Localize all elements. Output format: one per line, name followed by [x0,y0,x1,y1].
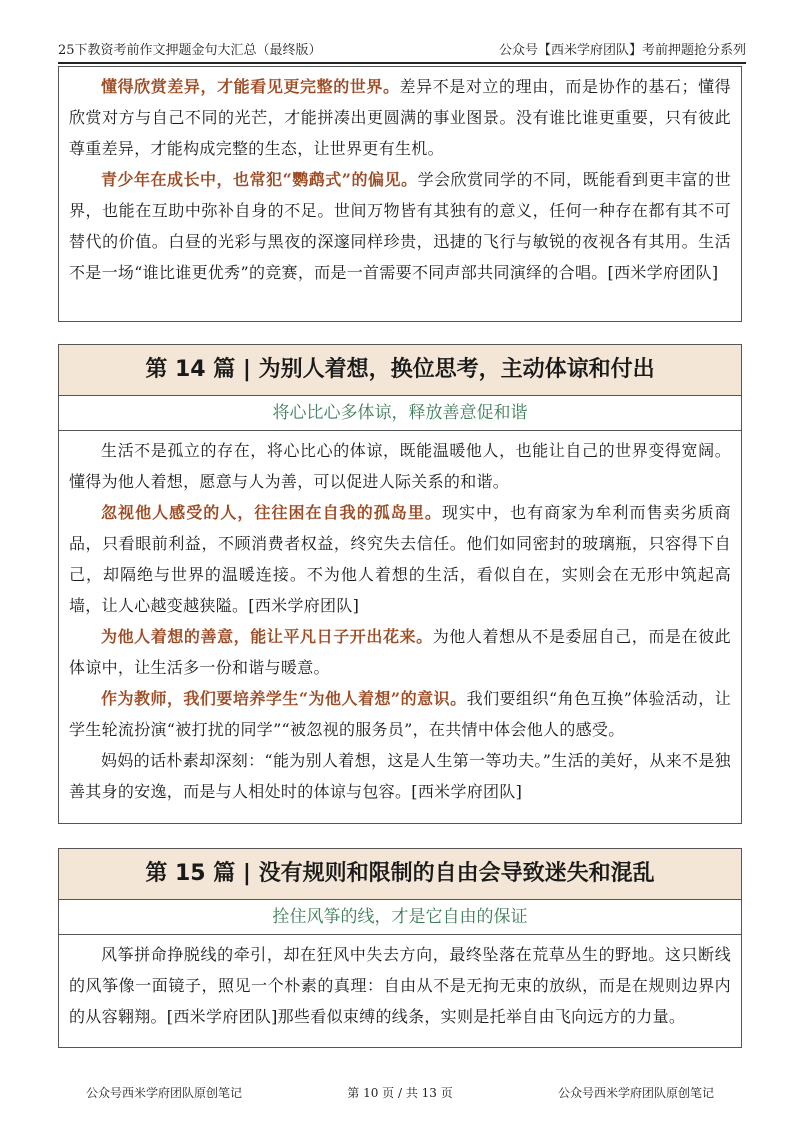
paragraph [69,435,731,497]
paragraph [69,939,731,1032]
section-15-box [58,848,742,1048]
paragraph-text: 妈妈的话朴素却深刻：“能为别人着想，这是人生第一等功夫。”生活的美好，从来不是独善其身的安逸，而是与人相处时的体谅与包容。[西米学府团队] [69,751,731,801]
header-left-title: 25下教资考前作文押题金句大汇总（最终版） [58,43,322,58]
header-right-title: 公众号【西米学府团队】考前押题抢分系列 [498,43,746,58]
section-top-box [58,66,742,322]
paragraph [69,621,731,683]
paragraph-text: 生活不是孤立的存在，将心比心的体谅，既能温暖他人，也能让自己的世界变得宽阔。懂得为他人着想，愿意与人为善，可以促进人际关系的和谐。 [69,441,731,491]
paragraph [69,745,731,807]
section-top-content [59,67,741,294]
page-footer [86,1084,714,1101]
page-header [58,26,746,64]
paragraph [69,497,731,621]
paragraph-text: 我们要组织“角色互换”体验活动，让学生轮流扮演“被打扰的同学”“被忽视的服务员”，在共情中体会他人的感受。 [69,689,731,739]
paragraph-text: 差异不是对立的理由，而是协作的基石；懂得欣赏对方与自己不同的光芒，才能拼凑出更圆满的事业图景。没有谁比谁更重要，只有彼此尊重差异，才能构成完整的生态，让世界更有生机。 [69,77,731,158]
highlight-sentence: 青少年在成长中，也常犯“鹦鹉式”的偏见。 [101,170,418,189]
section-14-box [58,344,742,824]
section-14-subtitle: 将心比心多体谅，释放善意促和谐 [59,396,741,431]
section-15-content [59,935,741,1038]
footer-right: 公众号西米学府团队原创笔记 [557,1086,714,1100]
highlight-sentence: 为他人着想的善意，能让平凡日子开出花来。 [101,627,433,646]
paragraph [69,683,731,745]
paragraph-text: 风筝拼命挣脱线的牵引，却在狂风中失去方向，最终坠落在荒草丛生的野地。这只断线的风筝像一面镜子，照见一个朴素的真理：自由从不是无拘无束的放纵，而是在规则边界内的从容翱翔。[西米学府团队]那些看似束缚的线条，实则是托举自由飞向远方的力量。 [69,945,731,1026]
section-14-content [59,431,741,813]
highlight-sentence: 作为教师，我们要培养学生“为他人着想”的意识。 [101,689,467,708]
paragraph [69,164,731,288]
highlight-sentence: 懂得欣赏差异，才能看见更完整的世界。 [101,77,400,96]
paragraph-text: 学会欣赏同学的不同，既能看到更丰富的世界，也能在互助中弥补自身的不足。世间万物皆有其独有的意义，任何一种存在都有其不可替代的价值。白昼的光彩与黑夜的深邃同样珍贵，迅捷的飞行与敏锐的夜视各有其用。生活不是一场“谁比谁更优秀”的竞赛，而是一首需要不同声部共同演绎的合唱。[西米学府团队] [69,170,731,282]
paragraph-text: 为他人着想从不是委屈自己，而是在彼此体谅中，让生活多一份和谐与暖意。 [69,627,731,677]
page-number: 第 10 页 / 共 13 页 [347,1086,453,1100]
paragraph [69,71,731,164]
section-15-title: 第 15 篇 | 没有规则和限制的自由会导致迷失和混乱 [59,849,741,900]
section-14-title: 第 14 篇 | 为别人着想，换位思考，主动体谅和付出 [59,345,741,396]
footer-left: 公众号西米学府团队原创笔记 [86,1086,243,1100]
paragraph-text: 现实中，也有商家为牟利而售卖劣质商品，只看眼前利益，不顾消费者权益，终究失去信任。他们如同密封的玻璃瓶，只容得下自己，却隔绝与世界的温暖连接。不为他人着想的生活，看似自在，实则会在无形中筑起高墙，让人心越变越狭隘。[西米学府团队] [69,503,731,615]
highlight-sentence: 忽视他人感受的人，往往困在自我的孤岛里。 [101,503,442,522]
section-15-subtitle: 拴住风筝的线，才是它自由的保证 [59,900,741,935]
